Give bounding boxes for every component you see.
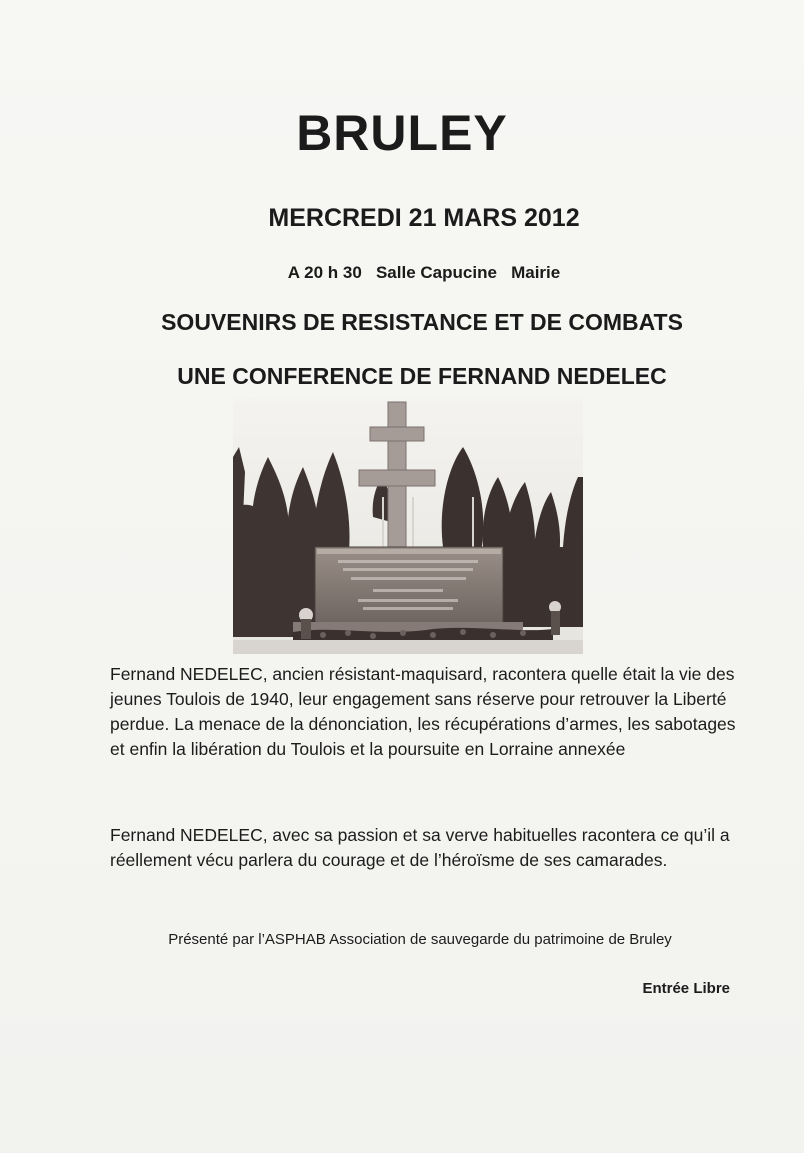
conference-subject: SOUVENIRS DE RESISTANCE ET DE COMBATS <box>161 309 683 335</box>
conference-speaker: UNE CONFERENCE DE FERNAND NEDELEC <box>177 363 667 389</box>
description-paragraph-1: Fernand NEDELEC, ancien résistant-maquisard, racontera quelle était la vie des jeunes Toulois de 1940, leur engagement sans réserve pour retrouver la Liberté perdue. La menace de la dénonciation, les récupérations d’armes, les sabotages et enfin la libération du Toulois et la poursuite en Lorraine annexée <box>110 664 736 759</box>
description-paragraph-2: Fernand NEDELEC, avec sa passion et sa verve habituelles racontera ce qu’il a réellement vécu parlera du courage et de l’héroïsme de ses camarades. <box>110 825 730 870</box>
memorial-photo <box>233 397 583 654</box>
event-time-place: A 20 h 30 Salle Capucine Mairie <box>287 263 561 282</box>
poster-title: BRULEY <box>296 105 508 161</box>
event-date: MERCREDI 21 MARS 2012 <box>268 204 580 232</box>
entry-free: Entrée Libre <box>642 980 730 997</box>
presented-by: Présenté par l’ASPHAB Association de sauvegarde du patrimoine de Bruley <box>168 931 672 948</box>
